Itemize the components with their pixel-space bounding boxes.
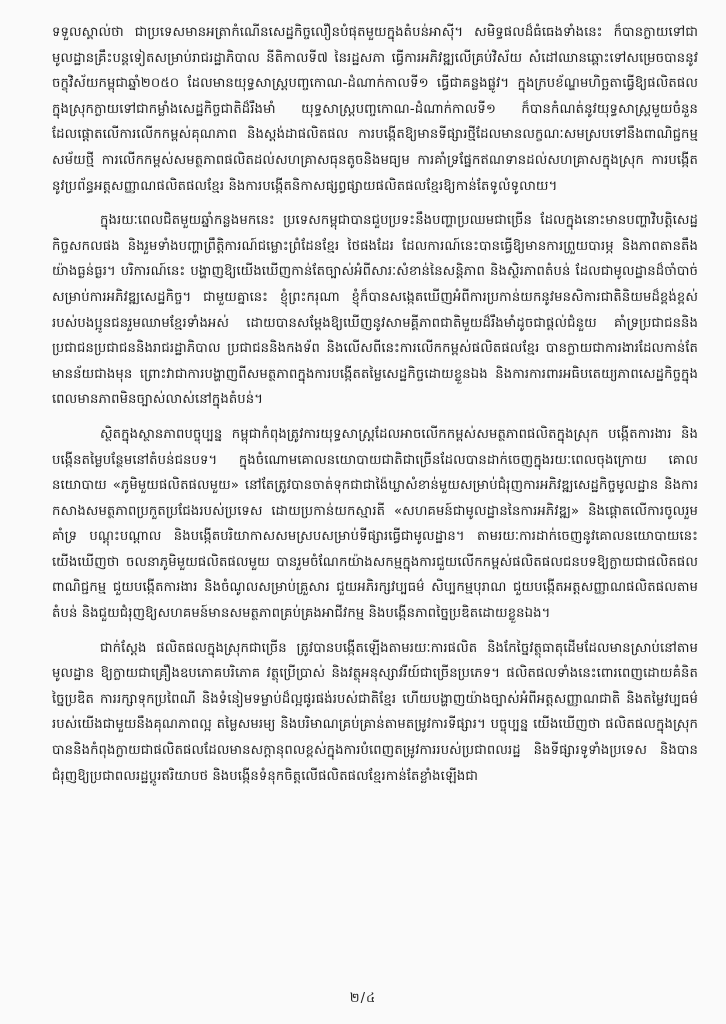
paragraph-2: ក្នុងរយៈពេលជិតមួយឆ្នាំកន្លងមកនេះ ប្រទេសកម្ពុជាបានជួបប្រទះនឹងបញ្ហាប្រឈមជាច្រើន ដែលក្នុងនោះមានបញ្ហាវិបត្តិសេដ្ឋកិច្ចសកលផង និងរួមទាំងបញ្ហាព្រឹត្តិការណ៍ជម្លោះព្រំដែនខ្មែរ ថៃផងដែរ ដែលការណ៍នេះបានធ្វើឱ្យមានការព្រួយបារម្ភ និងភាពតានតឹងយ៉ាងធ្ងន់ធ្ងរ។ បរិការណ៍នេះ បង្ហាញឱ្យយើងឃើញកាន់តែច្បាស់អំពីសារៈសំខាន់នៃសន្តិភាព និងស្ថិរភាពតំបន់ ដែលជាមូលដ្ឋានដ៏ចាំបាច់សម្រាប់ការអភិវឌ្ឍសេដ្ឋកិច្ច។ ជាមួយគ្នានេះ ខ្ញុំព្រះករុណា ខ្ញុំក៏បានសង្កេតឃើញអំពីការប្រកាន់យកនូវមនសិការជាតិនិយមដ៏ខ្ពង់ខ្ពស់របស់បងប្អូនជនរួមឈាមខ្មែរទាំងអស់ ដោយបានសម្តែងឱ្យឃើញនូវសាមគ្គីភាពជាតិមួយដ៏រឹងមាំដូចជាផ្តល់ជំនួយ គាំទ្រប្រជាជននិងប្រជាជនប្រជាជននិងរាជរដ្ឋាភិបាល ប្រជាជននិងកងទ័ព និងលើសពីនេះការលើកកម្ពស់ផលិតផលខ្មែរ បានក្លាយជាការងារដែលកាន់តែមានន័យជាងមុន ព្រោះវាជាការបង្ហាញពីសមត្ថភាពក្នុងការបង្កើតតម្លៃសេដ្ឋកិច្ចដោយខ្លួនឯង និងការការពារអធិបតេយ្យភាពសេដ្ឋកិច្ចក្នុងពេលមានភាពមិនច្បាស់លាស់នៅក្នុងតំបន់។ [52, 213, 698, 408]
page-number: ២/៤ [349, 991, 377, 1006]
paragraph-3: ស្ថិតក្នុងស្ថានភាពបច្ចុប្បន្ន កម្ពុជាកំពុងត្រូវការយុទ្ធសាស្ត្រដែលអាចលើកកម្ពស់សមត្ថភាពផលិតក្នុងស្រុក បង្កើតការងារ និងបង្កើនតម្លៃបន្ថែមនៅតំបន់ជនបទ។ ក្នុងចំណោមគោលនយោបាយជាតិជាច្រើនដែលបានដាក់ចេញក្នុងរយៈពេលចុងក្រោយ គោលនយោបាយ «ភូមិមួយផលិតផលមួយ» នៅតែត្រូវបានចាត់ទុកជាជាង៉ៃឃ្លាសំខាន់មួយសម្រាប់ជំរុញការអភិវឌ្ឍសេដ្ឋកិច្ចមូលដ្ឋាន និងការកសាងសមត្ថភាពប្រកួតប្រជែងរបស់ប្រទេស ដោយប្រកាន់យកស្មារតី «សហគមន៍ជាមូលដ្ឋាននៃការអភិវឌ្ឍ» និងផ្តោតលើការចូលរួមគាំទ្រ បណ្តុះបណ្តាល និងបង្កើតបរិយាកាសសមស្របសម្រាប់ទីផ្សារធ្វើជាមូលដ្ឋាន។ តាមរយៈការដាក់ចេញនូវគោលនយោបាយនេះ យើងឃើញថា ចលនាភូមិមួយផលិតផលមួយ បានរួមចំណែកយ៉ាងសកម្មក្នុងការជួយលើកកម្ពស់ផលិតផលជនបទឱ្យក្លាយជាផលិតផលពាណិជ្ជកម្ម ជួយបង្កើតការងារ និងចំណូលសម្រាប់គ្រួសារ ជួយអភិរក្សវប្បធម៌ សិប្បកម្មបុរាណ ជួយបង្កើតអត្តសញ្ញាណផលិតផលតាមតំបន់ និងជួយជំរុញឱ្យសហគមន៍មានសមត្ថភាពគ្រប់គ្រងអាជីវកម្ម និងបង្កើនភាពច្នៃប្រឌិតដោយខ្លួនឯង។ [52, 426, 698, 622]
paragraph-4: ជាក់ស្តែង ផលិតផលក្នុងស្រុកជាច្រើន ត្រូវបានបង្កើតឡើងតាមរយៈការផលិត និងកែច្នៃវត្ថុធាតុដើមដែលមានស្រាប់នៅតាមមូលដ្ឋាន ឱ្យក្លាយជាគ្រឿងឧបភោគបរិភោគ វត្ថុប្រើប្រាស់ និងវត្ថុអនុស្សាវរីយ៍ជាច្រើនប្រភេទ។ ផលិតផលទាំងនេះពោរពេញដោយគំនិតច្នៃប្រឌិត ការរក្សាទុកប្រពៃណី និងទំនៀមទម្លាប់ដ៏ល្អផូរផង់របស់ជាតិខ្មែរ ហើយបង្ហាញយ៉ាងច្បាស់អំពីអត្តសញ្ញាណជាតិ និងតម្លៃវប្បធម៌របស់យើងជាមួយនឹងគុណភាពល្អ តម្លៃសមរម្យ និងបរិមាណគ្រប់គ្រាន់តាមតម្រូវការទីផ្សារ។ បច្ចុប្បន្ន យើងឃើញថា ផលិតផលក្នុងស្រុកបាននិងកំពុងក្លាយជាផលិតផលដែលមានសក្តានុពលខ្ពស់ក្នុងការបំពេញតម្រូវការរបស់ប្រជាពលរដ្ឋ និងទីផ្សារទូទាំងប្រទេស និងបានជំរុញឱ្យប្រជាពលរដ្ឋប្តូរឥរិយាបថ និងបង្កើនទំនុកចិត្តលើផលិតផលខ្មែរកាន់តែខ្លាំងឡើងជា [52, 640, 698, 784]
paragraph-1: ទទួលស្គាល់ថា ជាប្រទេសមានអត្រាកំណើនសេដ្ឋកិច្ចលឿនបំផុតមួយក្នុងតំបន់អាស៊ី។ សមិទ្ធផលដ៏ធំធេងទាំងនេះ ក៏បានក្លាយទៅជាមូលដ្ឋានគ្រឹះបន្តទៀតសម្រាប់រាជរដ្ឋាភិបាល នីតិកាលទី៧ នៃរដ្ឋសភា ធ្វើការអភិវឌ្ឍលើគ្រប់វិស័យ សំដៅឈានឆ្ពោះទៅសម្រេចបាននូវចក្ខុវិស័យកម្ពុជាឆ្នាំ២០៥០ ដែលមានយុទ្ធសាស្ត្របញ្ចកោណ-ដំណាក់កាលទី១ ធ្វើជាគន្លងផ្លូវ។ ក្នុងក្របខ័ណ្ឌមហិច្ឆតាធ្វើឱ្យផលិតផលក្នុងស្រុកក្លាយទៅជាកម្លាំងសេដ្ឋកិច្ចជាតិដ៏រឹងមាំ យុទ្ធសាស្ត្របញ្ចកោណ-ដំណាក់កាលទី១ ក៏បានកំណត់នូវយុទ្ធសាស្ត្រមួយចំនួនដែលផ្តោតលើការលើកកម្ពស់គុណភាព និងស្តង់ដាផលិតផល ការបង្កើតឱ្យមានទីផ្សារថ្មីដែលមានលក្ខណៈសមស្របទៅនឹងពាណិជ្ជកម្មសម័យថ្មី ការលើកកម្ពស់សមត្ថភាពផលិតដល់សហគ្រាសធុនតូចនិងមធ្យម ការគាំទ្រផ្នែកឥណទានដល់សហគ្រាសក្នុងស្រុក ការបង្កើតនូវប្រព័ន្ធអត្តសញ្ញាណផលិតផលខ្មែរ និងការបង្កើតនិកាសផ្សព្វផ្សាយផលិតផលខ្មែរឱ្យកាន់តែទូលំទូលាយ។ [52, 25, 698, 194]
